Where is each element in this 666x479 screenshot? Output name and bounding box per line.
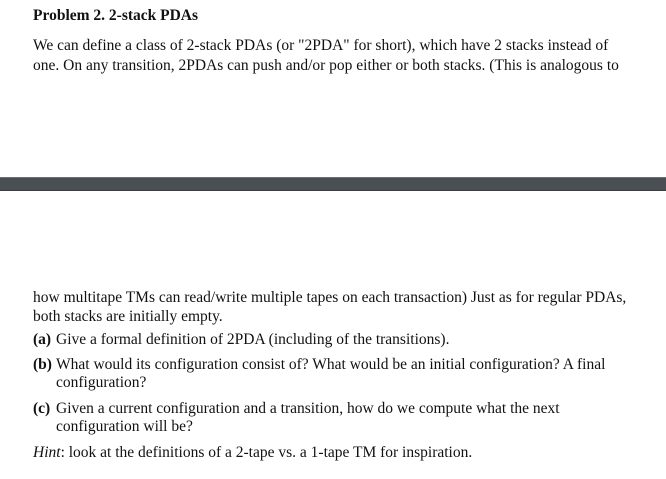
part-a-text: Give a formal definition of 2PDA (including of the transitions). [56,331,450,348]
part-a [33,331,449,349]
problem-title: Problem 2. 2-stack PDAs [33,7,199,24]
page-top-section [0,0,666,176]
hint [33,444,472,462]
hint-text: : look at the definitions of a 2-tape vs. a 1-tape TM for inspiration. [60,444,473,461]
part-c-text-line-1: Given a current configuration and a transition, how do we compute what the next [56,400,560,417]
part-b-text-line-1: What would its configuration consist of? What would be an initial configuration? A final [56,356,606,373]
page-separator-bar [0,177,666,191]
part-b-marker: (b) [33,356,52,373]
part-c-text-line-2: configuration will be? [56,418,193,435]
intro-line-2: one. On any transition, 2PDAs can push and/or pop either or both stacks. (This is analogous to [33,57,619,74]
part-b [33,356,605,392]
part-c [33,400,560,436]
continuation-line-1: how multitape TMs can read/write multiple tapes on each transaction) Just as for regular PDAs, [33,289,627,306]
hint-label: Hint [33,444,61,461]
part-c-marker: (c) [33,400,51,417]
part-a-marker: (a) [33,331,52,348]
part-b-text-line-2: configuration? [56,374,147,391]
continuation-line-2: both stacks are initially empty. [33,308,223,325]
intro-line-1: We can define a class of 2-stack PDAs (or "2PDA" for short), which have 2 stacks instead of [33,37,609,54]
